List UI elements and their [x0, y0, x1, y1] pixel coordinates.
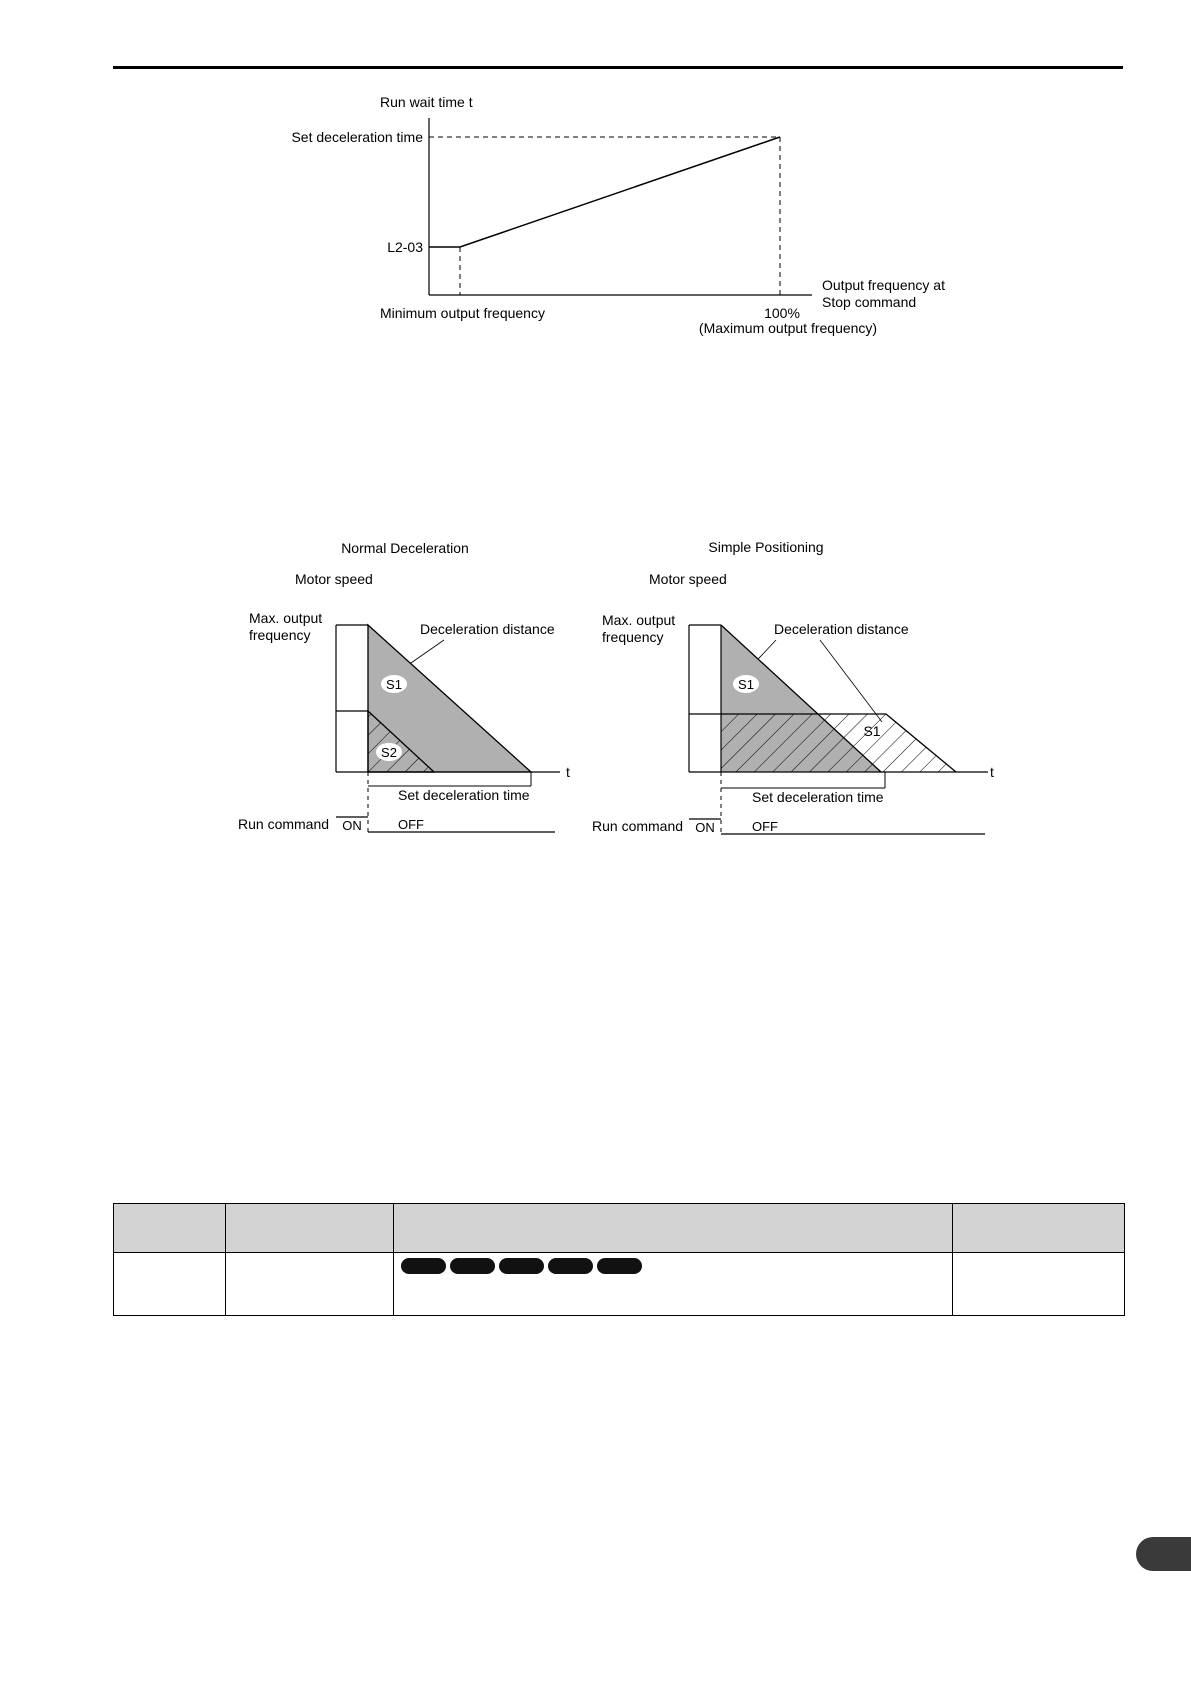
callout-leader-2: [820, 640, 882, 722]
s1-label: S1: [738, 677, 754, 692]
control-mode-badge: [450, 1258, 495, 1274]
header-cell-no: [114, 1204, 226, 1253]
y-axis-label: Run wait time t: [380, 94, 473, 110]
s1-label: S1: [386, 677, 402, 692]
normal-deceleration-panel: [238, 540, 570, 833]
header-cell-name: [226, 1204, 394, 1253]
run-off-label: OFF: [398, 817, 424, 832]
run-on-label: ON: [695, 820, 715, 835]
motor-speed-label: Motor speed: [649, 571, 727, 587]
y-tick-set-decel-time: Set deceleration time: [291, 129, 423, 145]
control-mode-badge: [548, 1258, 593, 1274]
simple-positioning-panel: [592, 539, 994, 835]
max-output-label-line2: frequency: [602, 629, 664, 645]
run-wait-time-graph: [280, 90, 980, 340]
run-command-label: Run command: [238, 816, 330, 832]
deceleration-comparison-diagram: [230, 530, 1010, 850]
y-tick-l2-03: L2-03: [387, 239, 423, 255]
control-mode-badges: [401, 1258, 952, 1274]
control-mode-badge: [597, 1258, 642, 1274]
header-cell-description: [394, 1204, 953, 1253]
decel-distance-callout: Deceleration distance: [774, 621, 909, 637]
x-tick-max-line2: (Maximum output frequency): [698, 320, 878, 336]
cell-no: [114, 1253, 226, 1316]
decel-time-label: Set deceleration time: [398, 787, 530, 803]
cell-description: [394, 1253, 953, 1316]
max-output-label-line1: Max. output: [602, 612, 676, 628]
top-rule: [113, 66, 1123, 69]
max-output-label-line2: frequency: [249, 627, 311, 643]
panel-title: Normal Deceleration: [341, 540, 469, 556]
time-axis-label: t: [990, 764, 994, 780]
table-row: [114, 1253, 1125, 1316]
max-output-label-line1: Max. output: [249, 610, 323, 626]
table-header-row: [114, 1204, 1125, 1253]
run-command-label: Run command: [592, 818, 684, 834]
x-tick-max-line1: 100%: [764, 305, 800, 321]
motor-speed-label: Motor speed: [295, 571, 373, 587]
run-on-label: ON: [342, 818, 362, 833]
cell-range: [953, 1253, 1125, 1316]
time-axis-label: t: [566, 764, 570, 780]
s1-hatched-label: S1: [863, 723, 881, 739]
x-axis-label-line1: Output frequency at: [822, 277, 945, 293]
run-off-label: OFF: [752, 819, 778, 834]
decel-distance-callout: Deceleration distance: [420, 621, 555, 637]
x-axis-label-line2: Stop command: [822, 294, 917, 310]
run-wait-time-curve: [429, 137, 780, 247]
header-cell-range: [953, 1204, 1125, 1253]
parameter-table: [113, 1203, 1125, 1316]
control-mode-badge: [499, 1258, 544, 1274]
s2-label: S2: [381, 745, 397, 760]
decel-time-label: Set deceleration time: [752, 789, 884, 805]
chapter-tab: [1136, 1537, 1191, 1571]
panel-title: Simple Positioning: [708, 539, 824, 555]
control-mode-badge: [401, 1258, 446, 1274]
cell-name: [226, 1253, 394, 1316]
x-tick-min: Minimum output frequency: [380, 305, 545, 321]
